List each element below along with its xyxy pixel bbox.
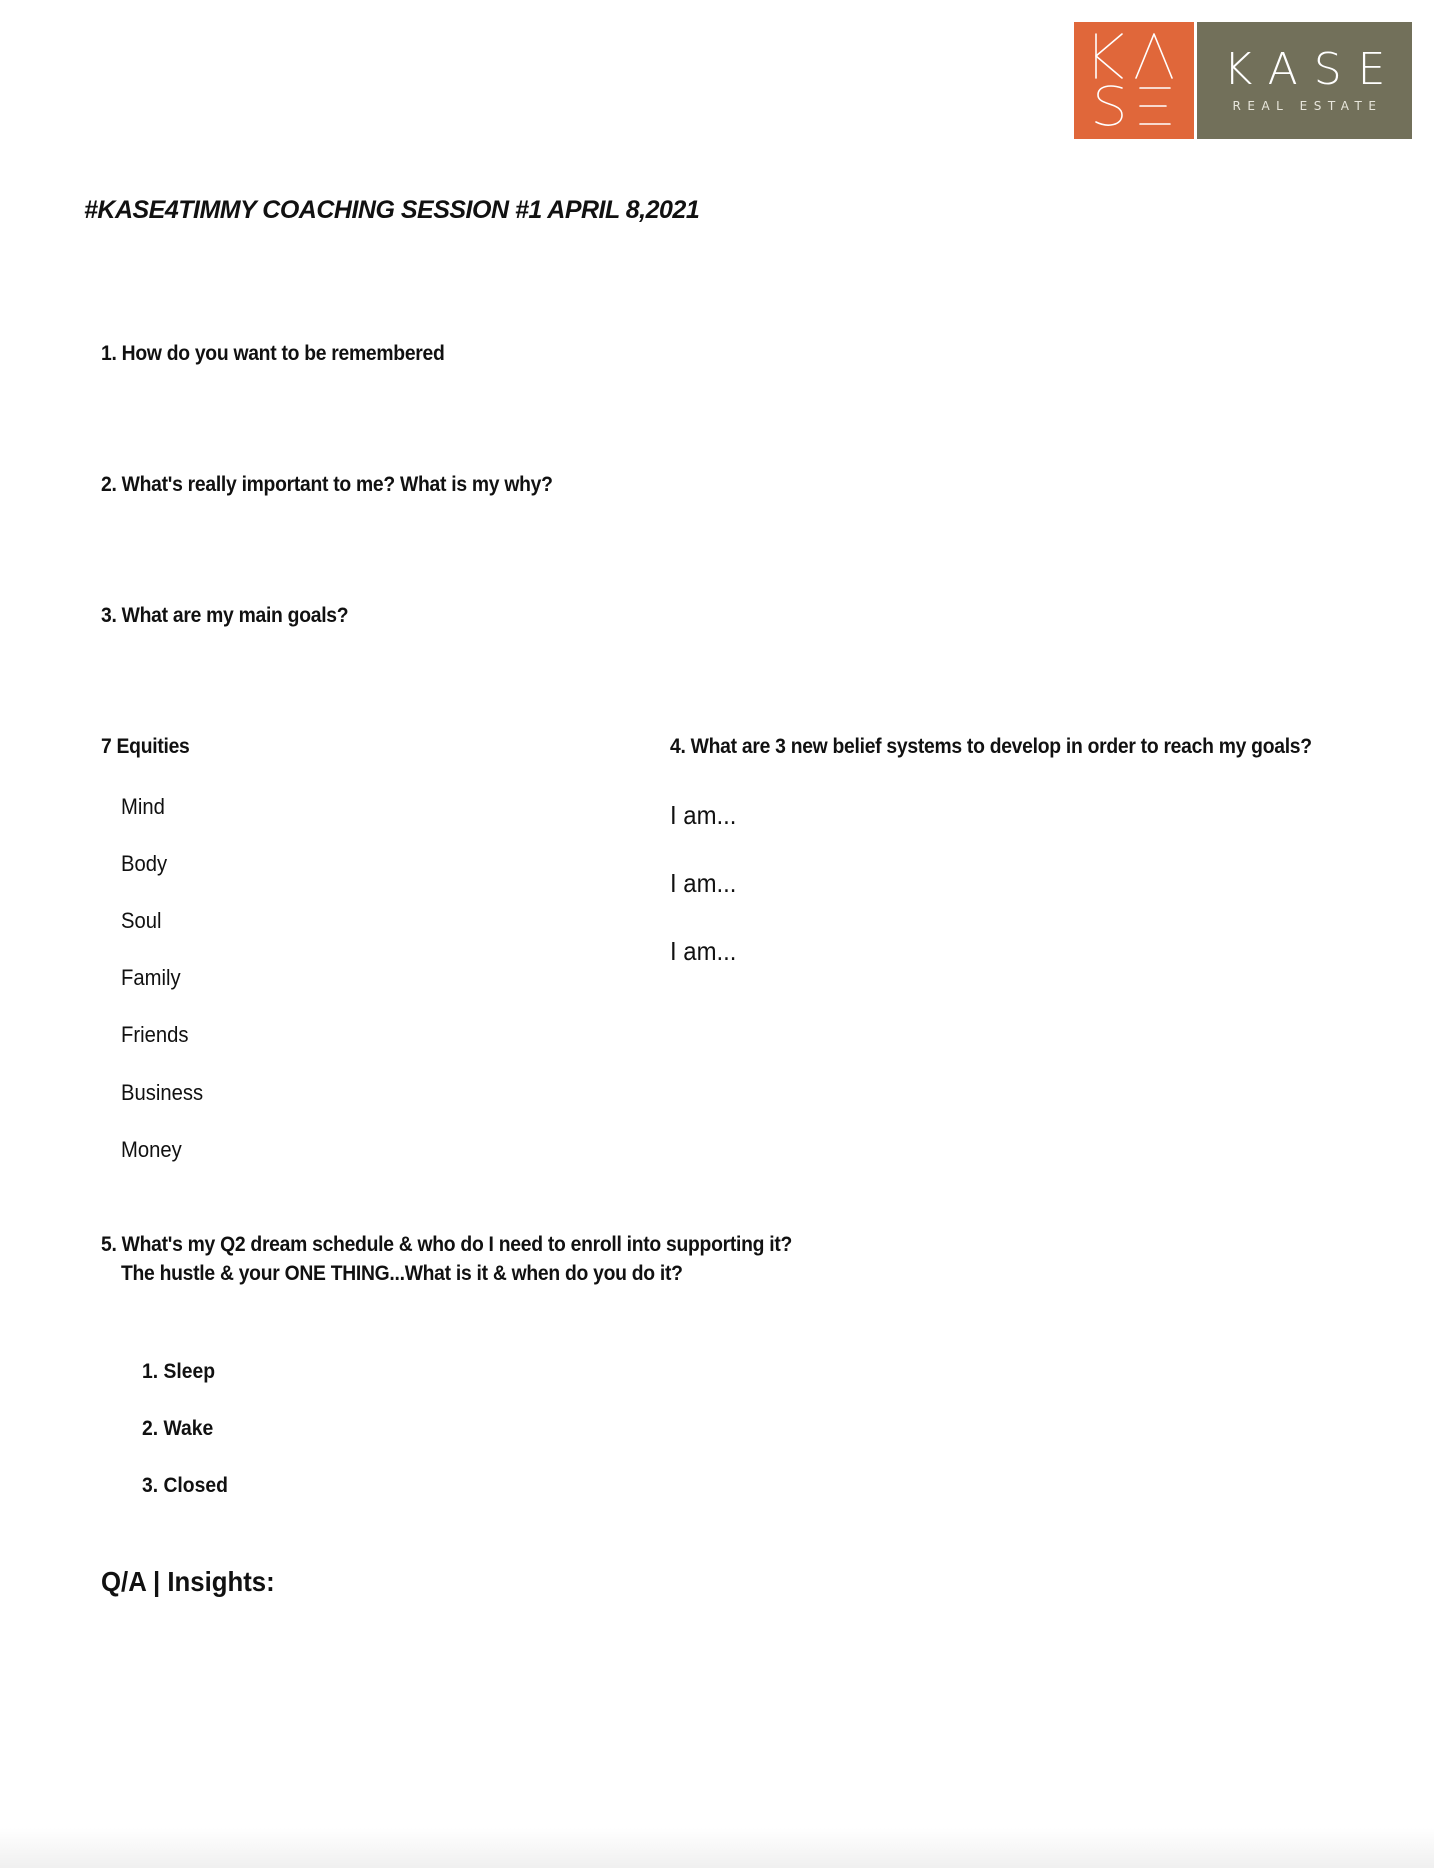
logo-wordmark-text: KASE — [1223, 44, 1402, 95]
kase-monogram-icon — [1074, 22, 1194, 139]
document-title: #KASE4TIMMY COACHING SESSION #1 APRIL 8,2021 — [84, 196, 700, 224]
question-3: 3. What are my main goals? — [101, 604, 349, 627]
question-1: 1. How do you want to be remembered — [101, 342, 445, 365]
kase-wordmark — [1197, 22, 1412, 139]
page-bottom-shade — [0, 1828, 1434, 1868]
schedule-item-sleep: 1. Sleep — [142, 1360, 216, 1383]
question-5-subline: The hustle & your ONE THING...What is it & when do you do it? — [121, 1262, 683, 1285]
equity-item-business: Business — [121, 1080, 204, 1105]
schedule-item-closed: 3. Closed — [142, 1474, 228, 1497]
equity-item-soul: Soul — [121, 908, 162, 933]
equity-item-mind: Mind — [121, 794, 165, 819]
equity-item-money: Money — [121, 1137, 182, 1162]
equities-heading: 7 Equities — [101, 735, 190, 758]
qa-insights-heading: Q/A | Insights: — [101, 1566, 275, 1597]
belief-line-2: I am... — [670, 868, 737, 898]
belief-line-3: I am... — [670, 936, 737, 966]
equity-item-family: Family — [121, 965, 181, 990]
equity-item-friends: Friends — [121, 1022, 189, 1047]
question-5: 5. What's my Q2 dream schedule & who do I need to enroll into supporting it? — [101, 1233, 793, 1256]
logo-tagline: REAL ESTATE — [1232, 99, 1383, 113]
belief-line-1: I am... — [670, 800, 737, 830]
equity-item-body: Body — [121, 851, 168, 876]
question-2: 2. What's really important to me? What is my why? — [101, 473, 553, 496]
kase-logo — [1074, 22, 1412, 139]
schedule-item-wake: 2. Wake — [142, 1417, 214, 1440]
question-4: 4. What are 3 new belief systems to develop in order to reach my goals? — [670, 735, 1312, 758]
